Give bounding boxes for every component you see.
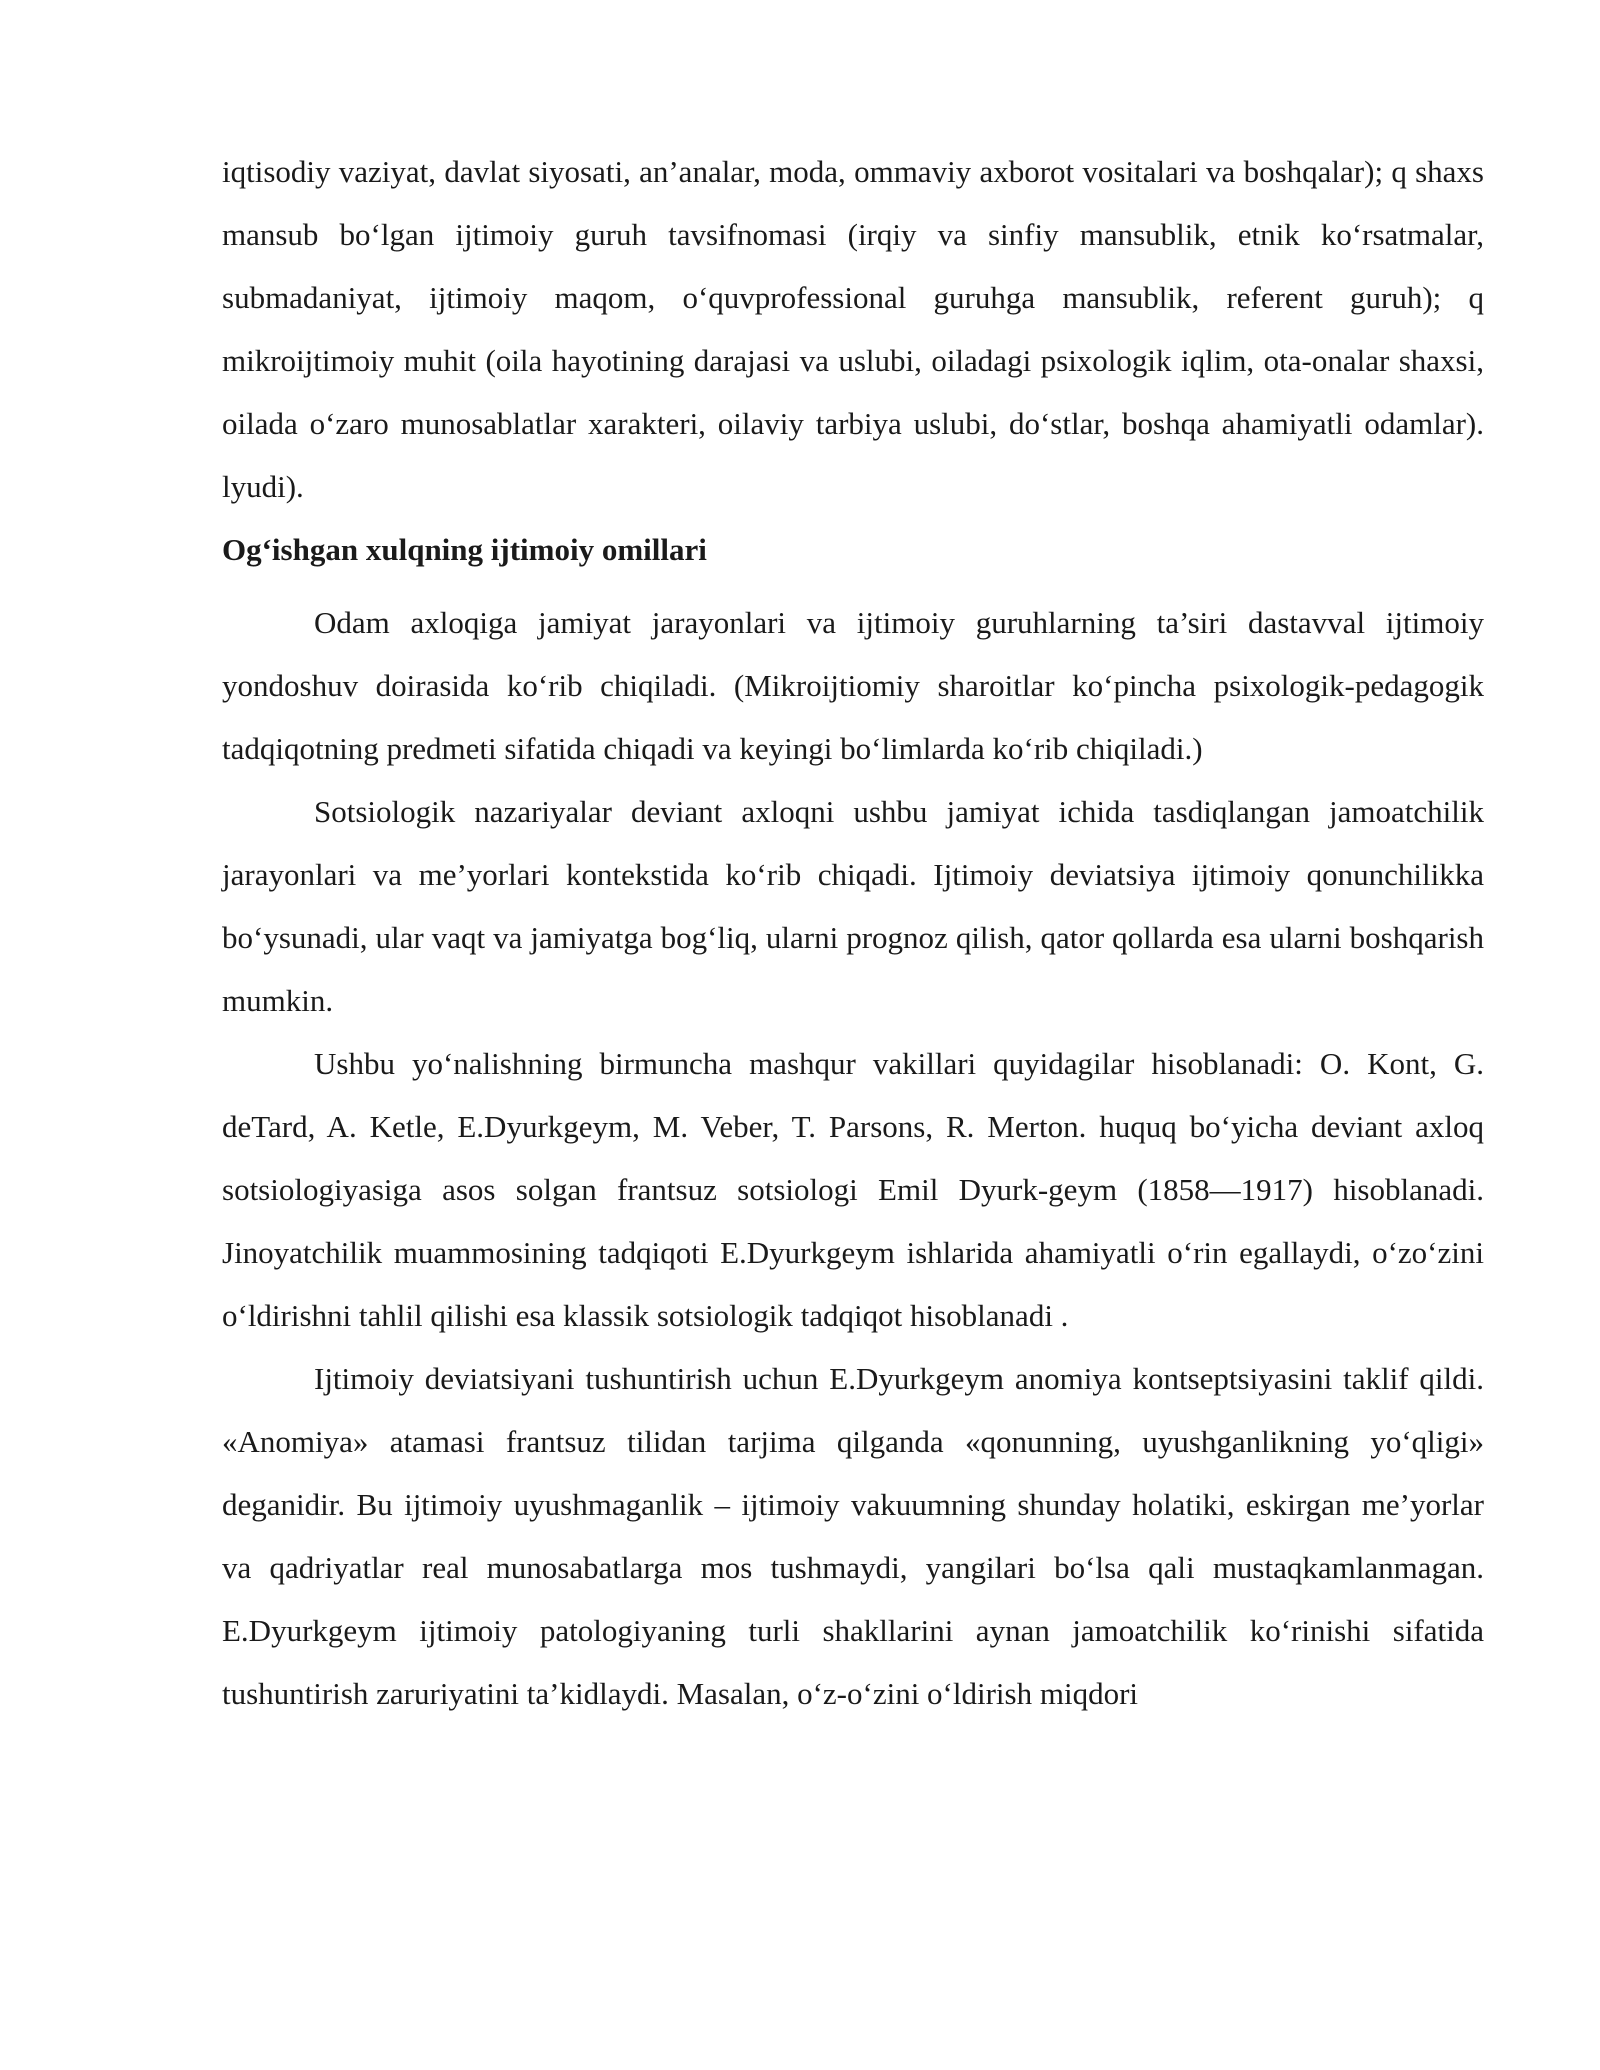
paragraph-4: Ijtimoiy deviatsiyani tushuntirish uchun E.Dyurkgeym anomiya kontseptsiyasini taklif qildi. «Anomiya» atamasi frantsuz tilidan tarjima qilganda «qonunning, uyushganlikning yoʻqligi» deganidir. Bu ijtimoiy uyushmaganlik – ijtimoiy vakuumning shunday holatiki, eskirgan me’yorlar va qadriyatlar real munosabatlarga mos tushmaydi, yangilari boʻlsa qali mustaqkamlanmagan. E.Dyurkgeym ijtimoiy patologiyaning turli shakllarini aynan jamoatchilik koʻrinishi sifatida tushuntirish zaruriyatini ta’kidlaydi. Masalan, oʻz-oʻzini oʻldirish miqdori: [222, 1361, 1484, 1711]
document-page: [222, 140, 1484, 1725]
paragraph-3: Ushbu yoʻnalishning birmuncha mashqur vakillari quyidagilar hisoblanadi: O. Kont, G. deTard, A. Ketle, E.Dyurkgeym, M. Veber, T. Parsons, R. Merton. huquq boʻyicha deviant axloq sotsiologiyasiga asos solgan frantsuz sotsiologi Emil Dyurk-geym (1858—1917) hisoblanadi. Jinoyatchilik muammosining tadqiqoti E.Dyurkgeym ishlarida ahamiyatli oʻrin egallaydi, oʻzoʻzini oʻldirishni tahlil qilishi esa klassik sotsiologik tadqiqot hisoblanadi .: [222, 1046, 1484, 1333]
paragraph-1: Odam axloqiga jamiyat jarayonlari va ijtimoiy guruhlarning ta’siri dastavval ijtimoiy yondoshuv doirasida koʻrib chiqiladi. (Mikroijtiomiy sharoitlar koʻpincha psixologik-pedagogik tadqiqotning predmeti sifatida chiqadi va keyingi boʻlimlarda koʻrib chiqiladi.): [222, 605, 1484, 766]
paragraph-2: Sotsiologik nazariyalar deviant axloqni ushbu jamiyat ichida tasdiqlangan jamoatchilik jarayonlari va me’yorlari kontekstida koʻrib chiqadi. Ijtimoiy deviatsiya ijtimoiy qonunchilikka boʻysunadi, ular vaqt va jamiyatga bogʻliq, ularni prognoz qilish, qator qollarda esa ularni boshqarish mumkin.: [222, 794, 1484, 1018]
paragraph-continued: iqtisodiy vaziyat, davlat siyosati, an’analar, moda, ommaviy axborot vositalari va boshqalar); q shaxs mansub boʻlgan ijtimoiy guruh tavsifnomasi (irqiy va sinfiy mansublik, etnik koʻrsatmalar, submadaniyat, ijtimoiy maqom, oʻquvprofessional guruhga mansublik, referent guruh); q mikroijtimoiy muhit (oila hayotining darajasi va uslubi, oiladagi psixologik iqlim, ota-onalar shaxsi, oilada oʻzaro munosablatlar xarakteri, oilaviy tarbiya uslubi, doʻstlar, boshqa ahamiyatli odamlar). lyudi).: [222, 154, 1484, 504]
section-heading: Ogʻishgan xulqning ijtimoiy omillari: [222, 532, 707, 567]
